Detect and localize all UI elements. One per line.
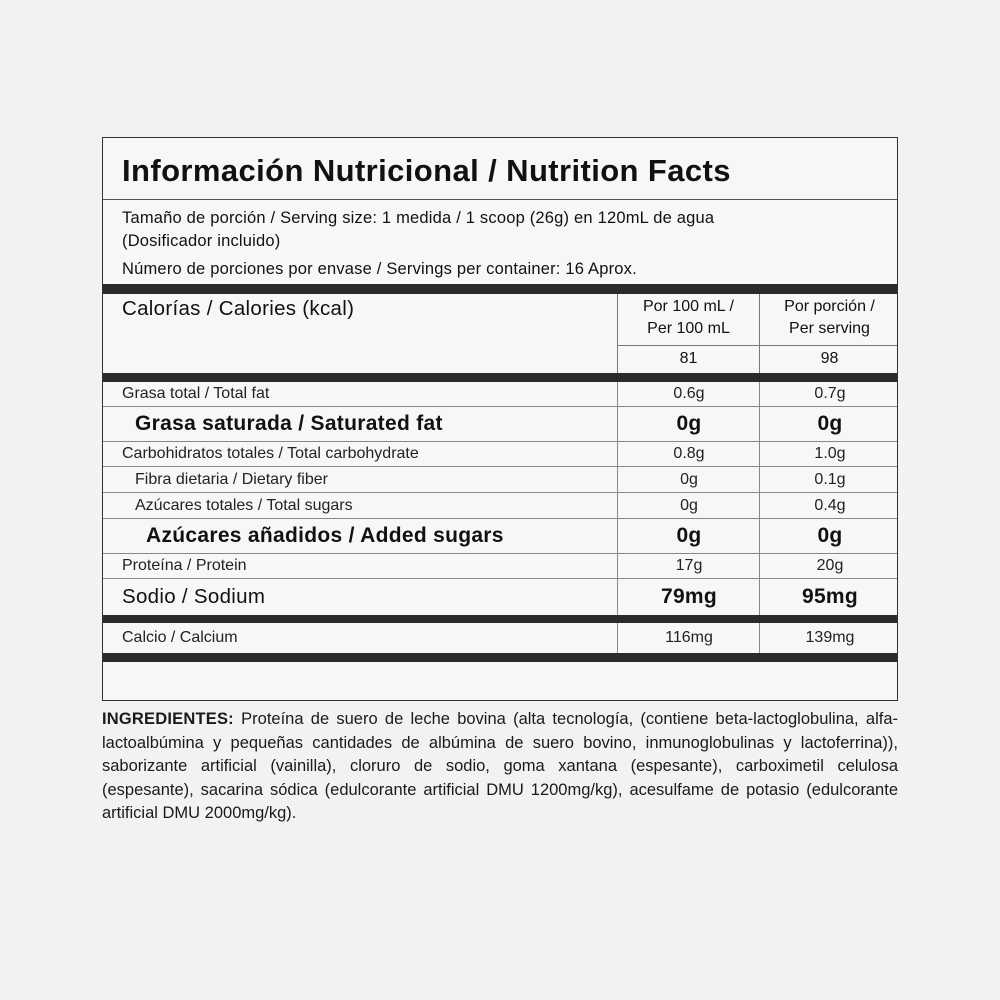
calories-label: Calorías / Calories (kcal)	[122, 297, 355, 320]
nutrient-per-serving: 0.7g	[759, 382, 900, 406]
nutrient-label: Carbohidratos totales / Total carbohydrate	[122, 445, 419, 462]
nutrient-per-100ml: 17g	[617, 554, 760, 578]
thick-divider	[103, 653, 897, 662]
nutrient-per-100ml: 0g	[617, 407, 760, 441]
nutrient-per-serving: 0.1g	[759, 467, 900, 492]
nutrient-label: Sodio / Sodium	[122, 585, 266, 608]
per-serving-header-line2: Per serving	[789, 320, 870, 337]
thick-divider	[103, 284, 897, 294]
nutrient-per-100ml: 0g	[617, 493, 760, 518]
nutrient-row-added-sugars	[103, 519, 897, 554]
per-serving-header	[760, 296, 899, 344]
nutrient-row-saturated-fat	[103, 407, 897, 442]
panel-title: Información Nutricional / Nutrition Facts	[103, 138, 897, 200]
nutrient-row-total-sugars	[103, 493, 897, 519]
nutrient-row-sodium	[103, 579, 897, 615]
thick-divider	[103, 615, 897, 623]
serving-info	[103, 200, 897, 284]
per-100ml-header-line2: Per 100 mL	[647, 320, 730, 337]
serving-size-line: Tamaño de porción / Serving size: 1 medida / 1 scoop (26g) en 120mL de agua	[122, 209, 715, 227]
ingredients-heading: INGREDIENTES:	[102, 710, 234, 728]
nutrient-per-serving: 0g	[759, 519, 900, 553]
nutrient-per-serving: 139mg	[759, 623, 900, 653]
per-100ml-header-line1: Por 100 mL /	[642, 298, 734, 315]
nutrition-facts-panel	[102, 137, 898, 701]
nutrient-label: Grasa total / Total fat	[122, 385, 270, 402]
ingredients-text: Proteína de suero de leche bovina (alta tecnología, (contiene beta-lactoglobulina, alfa-lactoalbúmina y pequeñas cantidades de albúmina de suero bovino, inmunoglobulinas y lactoferrina)), saborizante artificial (vainilla), cloruro de sodio, goma xantana (espesante), carboximetil celulosa (espesante), sacarina sódica (edulcorante artificial DMU 1200mg/kg), acesulfame de potasio (edulcorante artificial DMU 2000mg/kg).	[102, 710, 898, 822]
nutrient-per-100ml: 0.6g	[617, 382, 760, 406]
nutrient-row-total-carbohydrate	[103, 442, 897, 467]
nutrient-label: Azúcares añadidos / Added sugars	[146, 524, 504, 547]
nutrient-per-serving: 0g	[759, 407, 900, 441]
per-100ml-header	[618, 296, 759, 344]
nutrient-row-total-fat	[103, 382, 897, 407]
thick-divider	[103, 373, 897, 382]
servings-per-container: Número de porciones por envase / Servings per container: 16 Aprox.	[122, 260, 637, 278]
calories-block	[103, 294, 897, 373]
nutrient-per-serving: 95mg	[759, 579, 900, 615]
nutrient-label: Calcio / Calcium	[122, 629, 238, 646]
nutrient-label: Azúcares totales / Total sugars	[135, 496, 353, 514]
calories-per-100ml: 81	[679, 350, 698, 367]
nutrient-label: Grasa saturada / Saturated fat	[135, 412, 443, 435]
nutrient-per-100ml: 0g	[617, 519, 760, 553]
nutrient-label: Fibra dietaria / Dietary fiber	[135, 470, 328, 488]
nutrient-row-dietary-fiber	[103, 467, 897, 493]
ingredients-paragraph	[102, 708, 898, 826]
nutrient-per-100ml: 0g	[617, 467, 760, 492]
nutrient-label: Proteína / Protein	[122, 557, 247, 574]
nutrient-row-calcium	[103, 623, 897, 653]
nutrient-per-serving: 1.0g	[759, 442, 900, 466]
serving-size-note: (Dosificador incluido)	[122, 232, 281, 250]
header-divider	[617, 345, 897, 346]
nutrient-per-100ml: 79mg	[617, 579, 760, 615]
nutrient-per-100ml: 116mg	[617, 623, 760, 653]
nutrient-row-protein	[103, 554, 897, 579]
per-serving-header-line1: Por porción /	[784, 298, 875, 315]
nutrient-per-serving: 20g	[759, 554, 900, 578]
nutrient-per-serving: 0.4g	[759, 493, 900, 518]
calories-per-serving: 98	[820, 350, 839, 367]
nutrient-per-100ml: 0.8g	[617, 442, 760, 466]
